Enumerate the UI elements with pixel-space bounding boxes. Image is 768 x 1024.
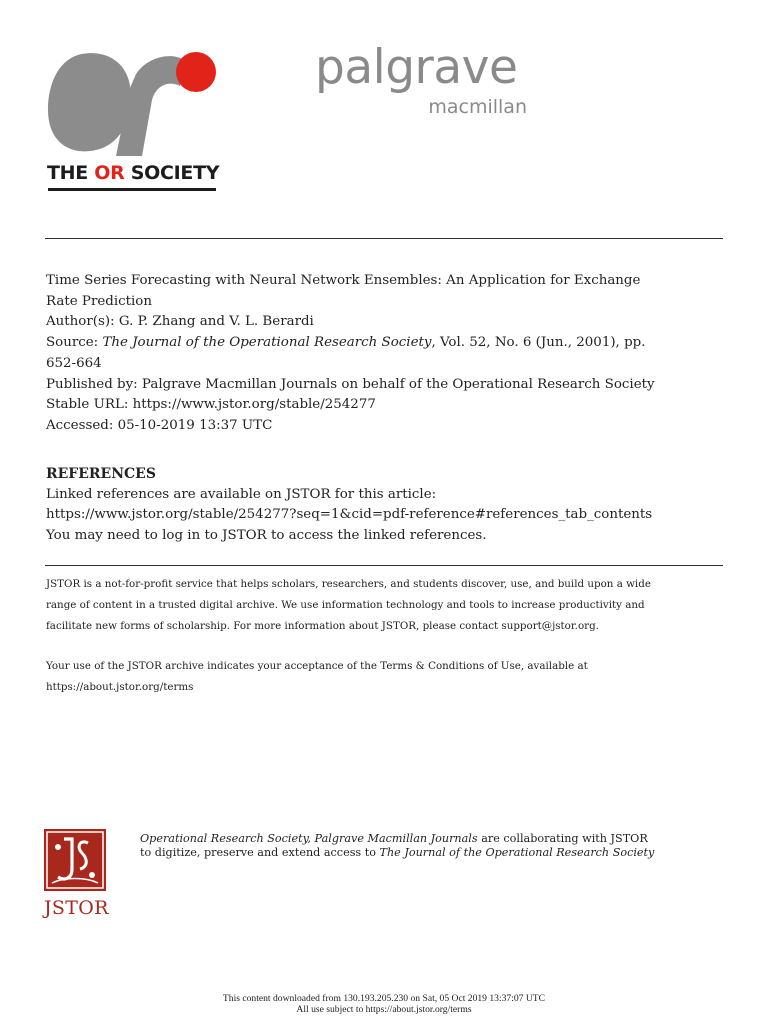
header-divider (45, 238, 723, 239)
notice-line: Your use of the JSTOR archive indicates your acceptance of the Terms & Conditions of Use, available at (46, 660, 588, 673)
collaboration-line-1: Operational Research Society, Palgrave Macmillan Journals are collaborating with JSTOR (140, 832, 648, 845)
notice-line: facilitate new forms of scholarship. For more information about JSTOR, please contact support@jstor.org. (46, 619, 599, 632)
references-section (46, 464, 746, 547)
or-society-logo (44, 46, 224, 191)
article-title-line-2: Rate Prediction (46, 293, 152, 309)
collaboration-line-2: to digitize, preserve and extend access to The Journal of the Operational Research Society (140, 845, 655, 859)
references-link[interactable]: https://www.jstor.org/stable/254277?seq=1&cid=pdf-reference#references_tab_contents (46, 507, 653, 523)
terms-link[interactable]: https://about.jstor.org/terms (46, 681, 194, 694)
notice-divider (45, 565, 723, 566)
article-source: Source: The Journal of the Operational Research Society, Vol. 52, No. 6 (Jun., 2001), pp. (46, 335, 646, 351)
or-society-underline (48, 188, 216, 191)
references-login-note: You may need to log in to JSTOR to access the linked references. (46, 528, 487, 544)
notice-line: range of content in a trusted digital archive. We use information technology and tools to increase productivity and (46, 598, 645, 611)
article-title-line-1: Time Series Forecasting with Neural Network Ensembles: An Application for Exchange (46, 273, 641, 288)
palgrave-macmillan-logo (315, 40, 535, 124)
collaboration-statement (140, 832, 740, 859)
jstor-seal-icon (44, 829, 106, 891)
palgrave-wordmark: palgrave (315, 40, 518, 95)
article-metadata (46, 271, 736, 437)
jstor-notice (46, 574, 736, 698)
article-accessed: Accessed: 05-10-2019 13:37 UTC (46, 417, 273, 433)
or-society-mark-icon (44, 46, 224, 161)
macmillan-wordmark: macmillan (428, 96, 527, 118)
article-publisher: Published by: Palgrave Macmillan Journals on behalf of the Operational Research Society (46, 376, 655, 392)
source-journal: The Journal of the Operational Research Society (102, 335, 432, 351)
notice-line: JSTOR is a not-for-profit service that helps scholars, researchers, and students discover, use, and build upon a wide (46, 578, 651, 590)
download-footer (0, 993, 768, 1015)
article-stable-url[interactable]: Stable URL: https://www.jstor.org/stable/254277 (46, 397, 376, 413)
or-society-wordmark: THE OR SOCIETY (47, 162, 220, 184)
jstor-logo (44, 829, 112, 921)
references-heading: REFERENCES (46, 466, 156, 482)
article-authors: Author(s): G. P. Zhang and V. L. Berardi (46, 314, 314, 330)
references-intro: Linked references are available on JSTOR for this article: (46, 486, 437, 502)
footer-terms: All use subject to https://about.jstor.org/terms (296, 1004, 472, 1015)
footer-download-info: This content downloaded from 130.193.205.230 on Sat, 05 Oct 2019 13:37:07 UTC (222, 993, 546, 1004)
jstor-wordmark: JSTOR (44, 897, 109, 919)
article-pages: 652-664 (46, 355, 102, 371)
